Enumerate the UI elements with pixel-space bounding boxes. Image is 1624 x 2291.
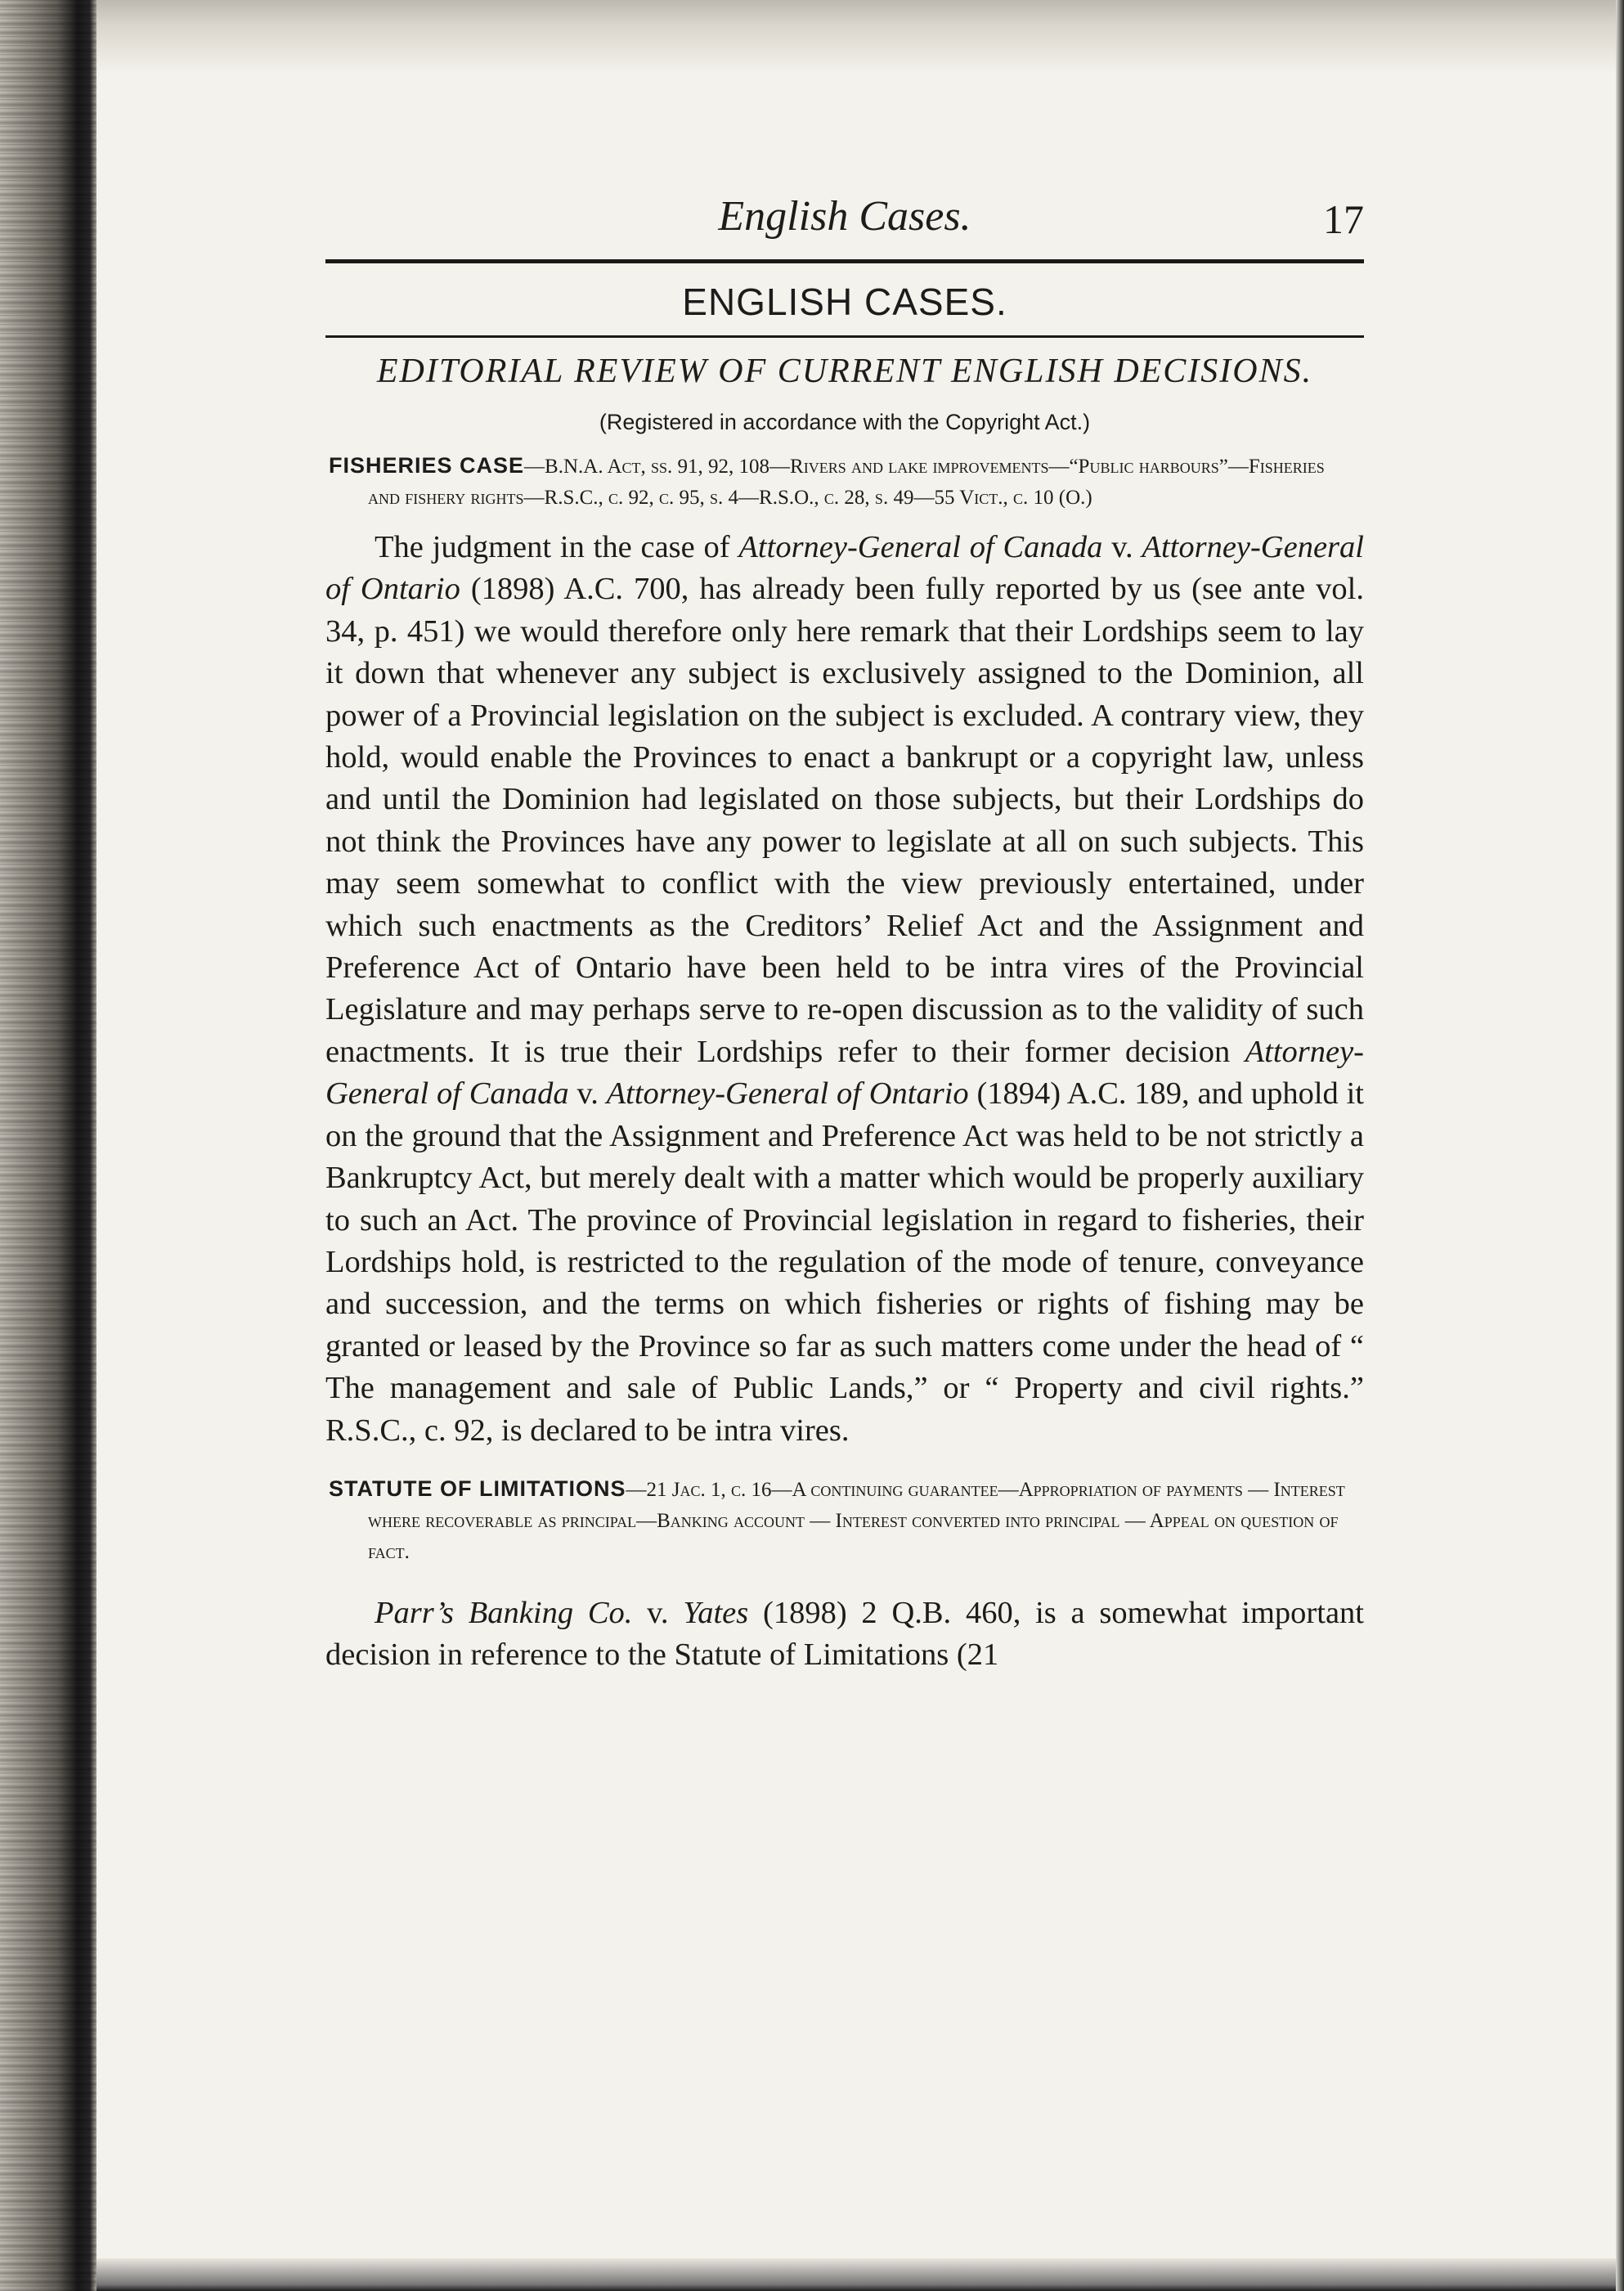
section-subheading: EDITORIAL REVIEW OF CURRENT ENGLISH DECISIONS. [376, 353, 1313, 390]
party-name: Yates [683, 1595, 749, 1630]
party-name: Attorney-General of Ontario [325, 530, 1364, 607]
party-name: Attorney-General of Canada [325, 1034, 1364, 1112]
body-text-run: v. [632, 1595, 684, 1630]
case-headnote-limitations [329, 1473, 1361, 1568]
case-headnote-text: —B.N.A. Act, ss. 91, 92, 108—Rivers and lake improvements—“Public harbours”—Fisheries and fishery rights—R.S.C., c. 92, c. 95, s. 4—R.S.O., c. 28, s. 49—55 Vict., c. 10 (O.) [368, 456, 1325, 509]
body-text-run: v. [1102, 530, 1142, 564]
body-text-run: v. [568, 1076, 607, 1112]
running-title: English Cases. [718, 193, 971, 240]
case-headnote-fisheries [329, 450, 1361, 514]
case-body-fisheries [325, 527, 1364, 1452]
page-number: 17 [1323, 196, 1364, 242]
case-title-fisheries: FISHERIES CASE [329, 453, 525, 478]
party-name: Attorney-General of Ontario [606, 1076, 969, 1112]
case-title-limitations: STATUTE OF LIMITATIONS [329, 1476, 626, 1501]
body-text-run: (1898) A.C. 700, has already been fully reported by us (see ante vol. 34, p. 451) we would therefore only here remark that their Lordships seem to lay it down that whenever any subject is exclusively assigned to the Dominion, all power of a Provincial legislation on the subject is excluded. A contrary view, they hold, would enable the Provinces to enact a bankrupt or a copyright law, unless and until the Dominion had legislated on those subjects, but their Lordships do not think the Provinces have any power to legislate at all on such subjects. This may seem somewhat to conflict with the view previously entertained, under which such enactments as the Creditors’ Relief Act and the Assignment and Preference Act of Ontario have been held to be intra vires of the Provincial Legislature and may perhaps serve to re-open discussion as to the validity of such enactments. It is true their Lordships refer to their former decision [325, 572, 1364, 1069]
case-body-limitations [325, 1592, 1364, 1677]
scan-top-edge [96, 0, 1624, 74]
case-headnote-text: —21 Jac. 1, c. 16—A continuing guarantee—Appropriation of payments — Interest where recoverable as principal—Banking account — Interest converted into principal — Appeal on question of fact. [368, 1478, 1345, 1563]
book-spine-edge [0, 0, 96, 2291]
copyright-notice: (Registered in accordance with the Copyright Act.) [599, 410, 1091, 434]
party-name: Attorney-General of Canada [738, 530, 1103, 564]
scan-right-edge [1616, 0, 1624, 2291]
body-text-run: (1894) A.C. 189, and uphold it on the ground that the Assignment and Preference Act was held to be not strictly a Bankruptcy Act, but merely dealt with a matter which would be properly auxiliary to such an Act. The province of Provincial legislation in regard to fisheries, their Lordships hold, is restricted to the regulation of the mode of tenure, conveyance and succession, and the terms on which fisheries or rights of fishing may be granted or leased by the Province so far as such matters come under the head of “ The management and sale of Public Lands,” or “ Property and civil rights.” R.S.C., c. 92, is declared to be intra vires. [325, 1076, 1364, 1448]
section-heading: ENGLISH CASES. [682, 281, 1007, 323]
body-text-run: The judgment in the case of [375, 530, 739, 564]
party-name: Parr’s Banking Co. [375, 1595, 633, 1630]
scan-bottom-edge [96, 2258, 1624, 2291]
page-content [325, 184, 1364, 1677]
body-text-run: (1898) 2 Q.B. 460, is a somewhat important decision in reference to the Statute of Limitations (21 [325, 1595, 1364, 1673]
running-head [325, 184, 1364, 249]
section-rule [325, 335, 1364, 338]
